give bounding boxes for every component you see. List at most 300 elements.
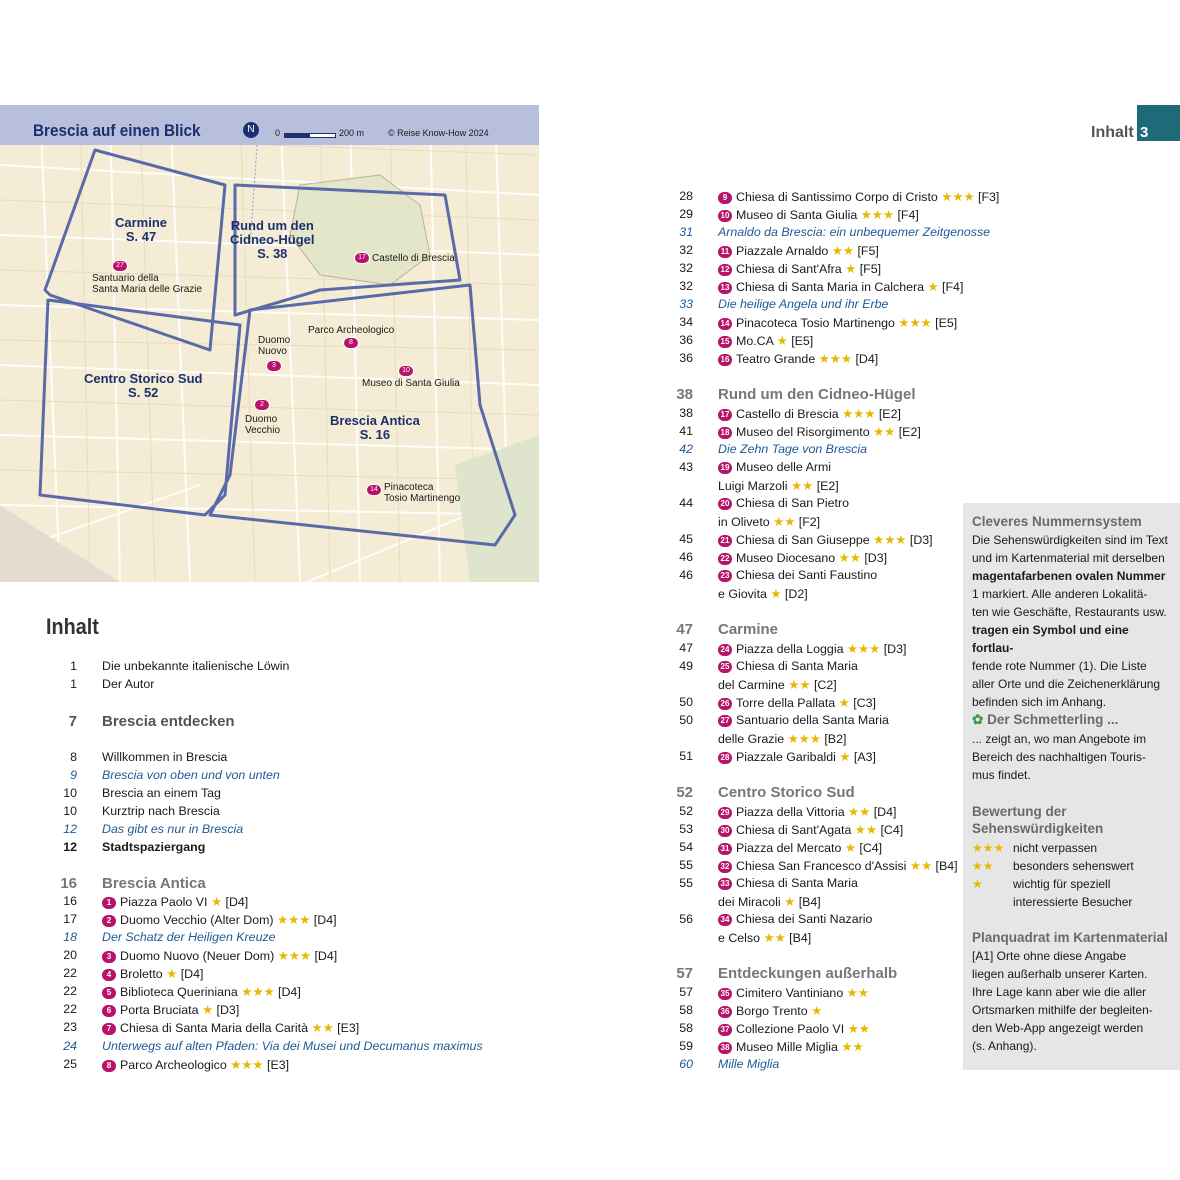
map-title: Brescia auf einen Blick <box>33 121 201 140</box>
rating-stars: ★★★ <box>860 208 895 222</box>
toc-entry-text <box>718 621 778 638</box>
toc-page-number: 38 <box>679 406 693 420</box>
rating-stars: ★★★ <box>241 985 275 999</box>
area-label-cidneo: Rund um den Cidneo-Hügel S. 38 <box>230 218 315 261</box>
sight-number-badge: 25 <box>718 661 732 673</box>
entry-title: in Oliveto <box>718 515 770 529</box>
toc-page-number: 45 <box>679 532 693 546</box>
toc-page-number: 44 <box>679 496 693 510</box>
entry-title: Luigi Marzoli <box>718 479 788 493</box>
sight-number-badge: 12 <box>718 264 732 276</box>
toc-page-number: 46 <box>679 550 693 564</box>
entry-title: Piazza Paolo VI <box>120 895 208 909</box>
toc-page-number: 31 <box>679 225 693 239</box>
entry-title: Castello di Brescia <box>736 407 839 421</box>
toc-page-number: 43 <box>679 460 693 474</box>
sight-number-badge: 10 <box>718 210 732 222</box>
entry-title: Chiesa di Santissimo Corpo di Cristo <box>736 190 938 204</box>
sight-number-badge: 34 <box>718 914 732 926</box>
entry-title: Duomo Vecchio (Alter Dom) <box>120 913 274 927</box>
area-label-centro: Centro Storico Sud S. 52 <box>84 371 203 400</box>
info-text: [A1] Orte ohne diese Angabe liegen außerhalb unserer Karten. Ihre Lage kann aber wie die aller Ortsmarken mithilfe der begleiten- den Web-App angezeigt werden (s. Anhang). <box>972 949 1153 1053</box>
toc-page-number: 23 <box>63 1020 77 1034</box>
entry-title: Biblioteca Queriniana <box>120 985 238 999</box>
toc-entry-text <box>102 840 205 854</box>
sight-number-badge: 20 <box>718 498 732 510</box>
grid-reference: [B4] <box>935 859 958 873</box>
toc-entry-text <box>718 550 887 565</box>
grid-reference: [D4] <box>180 967 204 981</box>
entry-title: Piazzale Arnaldo <box>736 244 829 258</box>
toc-entry-text <box>718 297 888 311</box>
info-heading: Planquadrat im Kartenmaterial <box>972 930 1168 945</box>
grid-reference: [D4] <box>225 895 249 909</box>
rating-legend: ★★★ nicht verpassen ★★ besonders sehenswert ★ wichtig für speziell interessierte Besucher <box>972 841 1134 909</box>
sight-number-badge: 13 <box>718 282 732 294</box>
toc-page-number: 9 <box>70 768 77 782</box>
sight-number-badge: 23 <box>718 570 732 582</box>
entry-title: Mo.CA <box>736 334 774 348</box>
toc-entry-text <box>718 876 858 890</box>
toc-page-number: 47 <box>676 621 693 638</box>
entry-title: Kurztrip nach Brescia <box>102 804 220 818</box>
toc-entry-text <box>718 1003 822 1018</box>
toc-entry-text <box>102 750 227 764</box>
toc-entry-text <box>102 930 276 944</box>
sight-number-badge: 33 <box>718 878 732 890</box>
entry-title: Der Autor <box>102 677 155 691</box>
entry-title: Rund um den Cidneo-Hügel <box>718 386 916 403</box>
sight-number-badge: 18 <box>718 427 732 439</box>
toc-page-number: 57 <box>679 985 693 999</box>
rating-stars: ★★★ <box>787 732 821 746</box>
sight-number-badge: 9 <box>718 192 732 204</box>
toc-entry-text <box>718 912 872 926</box>
toc-entry-text <box>102 984 301 999</box>
rating-stars: ★★★ <box>818 352 852 366</box>
grid-reference: [B4] <box>789 931 812 945</box>
toc-page-number: 29 <box>679 207 693 221</box>
toc-entry-text <box>102 768 280 782</box>
sight-number-badge: 11 <box>718 246 732 258</box>
toc-entry-text <box>718 225 990 239</box>
toc-entry-text <box>718 1057 779 1071</box>
info-text: Die Sehenswürdigkeiten sind im Text und im Kartenmaterial mit derselben magentafarbenen ovalen Nummer 1 markiert. Alle anderen Lokalitä- ten wie Geschäfte, Restaurants usw. tragen ein Symbol und eine fortlau- fende rote Nummer (1). Die Liste aller Orte und die Zeichenerklärung befinden sich im Anhang. <box>972 533 1168 709</box>
toc-entry-text <box>718 442 867 456</box>
toc-page-number: 55 <box>679 858 693 872</box>
sight-number-badge: 22 <box>718 553 732 565</box>
entry-title: Brescia Antica <box>102 875 206 892</box>
sight-number-badge: 4 <box>102 969 116 981</box>
rating-stars: ★★ <box>846 986 869 1000</box>
entry-title: Museo di Santa Giulia <box>736 208 858 222</box>
grid-reference: [F5] <box>857 244 879 258</box>
butterfly-icon: ✿ <box>972 712 984 727</box>
toc-page-number: 32 <box>679 279 693 293</box>
sight-number-badge: 2 <box>102 915 116 927</box>
toc-page-number: 8 <box>70 750 77 764</box>
sight-number-badge: 31 <box>718 843 732 855</box>
toc-page-number: 49 <box>679 659 693 673</box>
toc-entry-text <box>718 840 882 855</box>
grid-reference: [B4] <box>798 895 821 909</box>
rating-stars: ★ <box>839 750 851 764</box>
grid-reference: [E3] <box>337 1021 360 1035</box>
entry-title: Teatro Grande <box>736 352 816 366</box>
toc-page-number: 57 <box>676 965 693 982</box>
rating-stars: ★★ <box>873 425 896 439</box>
entry-title: Der Schatz der Heiligen Kreuze <box>102 930 276 944</box>
entry-title: Chiesa di Santa Maria della Carità <box>120 1021 309 1035</box>
sight-number-badge: 7 <box>102 1023 116 1035</box>
entry-title: Porta Bruciata <box>120 1003 199 1017</box>
entry-title: Parco Archeologico <box>120 1058 227 1072</box>
sight-number-badge: 19 <box>718 462 732 474</box>
toc-entry-text <box>718 784 855 801</box>
toc-entry-text <box>718 568 877 582</box>
poi-marker[interactable]: 10 <box>398 365 414 377</box>
rating-stars: ★★★ <box>230 1058 264 1072</box>
poi-marker[interactable]: 17 <box>354 252 370 264</box>
toc-entry-text <box>102 875 206 892</box>
grid-reference: [A3] <box>853 750 876 764</box>
toc-entry-text <box>718 641 906 656</box>
toc-entry-text <box>718 749 876 764</box>
toc-entry-text <box>718 532 933 547</box>
toc-entry-text <box>718 858 958 873</box>
grid-reference: [D3] <box>216 1003 240 1017</box>
entry-title: Chiesa di Sant'Afra <box>736 262 842 276</box>
sight-number-badge: 29 <box>718 807 732 819</box>
grid-reference: [D4] <box>855 352 879 366</box>
grid-reference: [D2] <box>784 587 808 601</box>
toc-page-number: 54 <box>679 840 693 854</box>
poi-marker[interactable]: 8 <box>343 337 359 349</box>
entry-title: Chiesa dei Santi Faustino <box>736 568 878 582</box>
grid-reference: [C2] <box>813 678 837 692</box>
sight-number-badge: 8 <box>102 1060 116 1072</box>
toc-page-number: 22 <box>63 1002 77 1016</box>
toc-entry-text <box>718 386 915 403</box>
grid-reference: [E5] <box>791 334 814 348</box>
rating-stars: ★ <box>776 334 788 348</box>
info-heading: Bewertung der Sehenswürdigkeiten <box>972 804 1104 836</box>
entry-title: Brescia an einem Tag <box>102 786 221 800</box>
rating-stars: ★ <box>845 262 857 276</box>
rating-stars: ★★★ <box>277 949 312 963</box>
rating-stars: ★★★ <box>846 642 881 656</box>
sight-number-badge: 6 <box>102 1005 116 1017</box>
entry-title: Carmine <box>718 621 779 638</box>
entry-title: Willkommen in Brescia <box>102 750 228 764</box>
sight-number-badge: 16 <box>718 354 732 366</box>
running-header: Inhalt <box>1091 124 1134 141</box>
toc-page-number: 16 <box>63 894 77 908</box>
entry-title: Santuario della Santa Maria <box>736 713 889 727</box>
toc-entry-text <box>102 804 220 818</box>
toc-page-number: 36 <box>679 351 693 365</box>
toc-entry-text <box>718 965 897 982</box>
entry-title: Mille Miglia <box>718 1057 780 1071</box>
toc-page-number: 50 <box>679 713 693 727</box>
rating-stars: ★★ <box>791 479 814 493</box>
entry-title: Entdeckungen außerhalb <box>718 965 898 982</box>
scale-label: 200 m <box>339 128 365 138</box>
rating-stars: ★★ <box>311 1021 334 1035</box>
rating-stars: ★★★ <box>898 316 932 330</box>
rating-stars: ★ <box>166 967 178 981</box>
north-arrow-icon: N <box>243 122 259 138</box>
rating-stars: ★ <box>838 696 850 710</box>
entry-title: Chiesa San Francesco d'Assisi <box>736 859 907 873</box>
toc-entry-text <box>718 514 820 529</box>
toc-entry-text <box>102 1002 239 1017</box>
rating-stars: ★★ <box>848 805 871 819</box>
toc-entry-text <box>718 804 896 819</box>
sight-number-badge: 35 <box>718 988 732 1000</box>
entry-title: Die unbekannte italienische Löwin <box>102 659 290 673</box>
entry-title: Die heilige Angela und ihr Erbe <box>718 297 889 311</box>
toc-page-number: 32 <box>679 261 693 275</box>
toc-entry-text <box>718 406 901 421</box>
entry-title: Chiesa di San Giuseppe <box>736 533 870 547</box>
grid-reference: [B2] <box>824 732 847 746</box>
entry-title: Die Zehn Tage von Brescia <box>718 442 868 456</box>
entry-title: Chiesa di Santa Maria in Calchera <box>736 280 925 294</box>
poi-marker[interactable]: 2 <box>254 399 270 411</box>
toc-page-number: 38 <box>676 386 693 403</box>
toc-page-number: 51 <box>679 749 693 763</box>
rating-stars: ★★★ <box>873 533 907 547</box>
toc-entry-text <box>718 695 876 710</box>
toc-entry-text <box>718 731 846 746</box>
grid-reference: [D3] <box>864 551 888 565</box>
entry-title: Duomo Nuovo (Neuer Dom) <box>120 949 275 963</box>
rating-stars: ★ <box>927 280 939 294</box>
toc-page-number: 10 <box>63 804 77 818</box>
entry-title: e Celso <box>718 931 761 945</box>
entry-title: Cimitero Vantiniano <box>736 986 844 1000</box>
sight-number-badge: 5 <box>102 987 116 999</box>
area-label-antica: Brescia Antica S. 16 <box>330 413 420 442</box>
poi-label: Museo di Santa Giulia <box>362 378 460 389</box>
entry-title: del Carmine <box>718 678 785 692</box>
toc-entry-text <box>718 261 881 276</box>
poi-marker[interactable]: 3 <box>266 360 282 372</box>
toc-page-number: 28 <box>679 189 693 203</box>
toc-page-number: 22 <box>63 966 77 980</box>
rating-stars: ★★ <box>831 244 854 258</box>
toc-entry-text <box>718 478 839 493</box>
toc-entry-text <box>102 1020 359 1035</box>
entry-title: Museo Mille Miglia <box>736 1040 838 1054</box>
toc-entry-text <box>718 189 999 204</box>
toc-page-number: 18 <box>63 930 77 944</box>
toc-entry-text <box>102 1039 483 1053</box>
toc-page-number: 41 <box>679 424 693 438</box>
toc-page-number: 7 <box>68 713 77 730</box>
poi-label: Pinacoteca Tosio Martinengo <box>384 482 461 504</box>
toc-page-number: 36 <box>679 333 693 347</box>
toc-page-number: 56 <box>679 912 693 926</box>
rating-stars: ★ <box>210 895 223 909</box>
toc-page-number: 52 <box>676 784 693 801</box>
toc-page-number: 16 <box>60 875 77 892</box>
info-heading: Cleveres Nummernsystem <box>972 514 1142 529</box>
grid-reference: [E2] <box>878 407 901 421</box>
sight-number-badge: 28 <box>718 752 732 764</box>
toc-page-number: 58 <box>679 1003 693 1017</box>
toc-page-number: 60 <box>679 1057 693 1071</box>
toc-page-number: 55 <box>679 876 693 890</box>
toc-page-number: 34 <box>679 315 693 329</box>
toc-entry-text <box>718 677 837 692</box>
rating-stars: ★★ <box>773 515 796 529</box>
toc-page-number: 42 <box>679 442 693 456</box>
entry-title: Museo del Risorgimento <box>736 425 870 439</box>
grid-reference: [C4] <box>859 841 883 855</box>
grid-reference: [F4] <box>942 280 964 294</box>
poi-label: Santuario della Santa Maria delle Grazie <box>92 273 203 295</box>
toc-entry-text <box>718 243 879 258</box>
sight-number-badge: 32 <box>718 861 732 873</box>
entry-title: Centro Storico Sud <box>718 784 855 801</box>
toc-page-number: 47 <box>679 641 693 655</box>
toc-entry-text <box>718 496 849 510</box>
toc-entry-text <box>718 351 878 366</box>
map-copyright: © Reise Know-How 2024 <box>388 128 489 138</box>
entry-title: Chiesa di Santa Maria <box>736 876 858 890</box>
toc-entry-text <box>102 894 248 909</box>
info-text: ... zeigt an, wo man Angebote im Bereich des nachhaltigen Touris- mus findet. <box>972 732 1147 782</box>
entry-title: Piazza del Mercato <box>736 841 842 855</box>
entry-title: Das gibt es nur in Brescia <box>102 822 244 836</box>
toc-entry-text <box>718 424 921 439</box>
toc-page-number: 24 <box>63 1039 77 1053</box>
sight-number-badge: 37 <box>718 1024 732 1036</box>
grid-reference: [D4] <box>313 913 337 927</box>
grid-reference: [F5] <box>859 262 882 276</box>
toc-entry-text <box>102 659 289 673</box>
rating-stars: ★ <box>201 1003 214 1017</box>
toc-entry-text <box>718 315 957 330</box>
sight-number-badge: 14 <box>718 318 732 330</box>
poi-label: Duomo Vecchio <box>245 414 281 436</box>
entry-title: dei Miracoli <box>718 895 781 909</box>
sight-number-badge: 36 <box>718 1006 732 1018</box>
entry-title: Brescia entdecken <box>102 713 235 730</box>
toc-entry-text <box>718 586 808 601</box>
rating-stars: ★★ <box>841 1040 864 1054</box>
entry-title: Chiesa di Sant'Agata <box>736 823 852 837</box>
toc-page-number: 59 <box>679 1039 693 1053</box>
toc-page-number: 53 <box>679 822 693 836</box>
entry-title: Museo delle Armi <box>736 460 832 474</box>
entry-title: e Giovita <box>718 587 767 601</box>
toc-entry-text <box>102 966 203 981</box>
poi-marker[interactable]: 14 <box>366 484 382 496</box>
toc-entry-text <box>718 333 813 348</box>
toc-entry-text <box>718 822 903 837</box>
grid-reference: [E5] <box>935 316 958 330</box>
entry-title: Chiesa dei Santi Nazario <box>736 912 873 926</box>
poi-label: Duomo Nuovo <box>258 335 291 357</box>
grid-reference: [E3] <box>267 1058 290 1072</box>
toc-page-number: 52 <box>679 804 693 818</box>
toc-entry-text <box>102 948 337 963</box>
poi-label: Parco Archeologico <box>308 325 395 336</box>
grid-reference: [D4] <box>873 805 897 819</box>
rating-stars: ★★★ <box>842 407 876 421</box>
toc-page-number: 20 <box>63 948 77 962</box>
toc-entry-text <box>718 207 919 222</box>
toc-entry-text <box>718 659 858 673</box>
info-heading: ✿ Der Schmetterling ... <box>972 712 1119 727</box>
entry-title: Unterwegs auf alten Pfaden: Via dei Musei und Decumanus maximus <box>102 1039 483 1053</box>
toc-entry-text <box>718 985 869 1000</box>
toc-page-number: 12 <box>63 840 77 854</box>
rating-stars: ★★ <box>838 551 861 565</box>
grid-reference: [E2] <box>816 479 839 493</box>
rating-stars: ★★ <box>854 823 878 837</box>
toc-entry-text <box>102 786 221 800</box>
toc-page-number: 1 <box>70 659 77 673</box>
area-label-carmine: Carmine S. 47 <box>115 215 168 244</box>
sight-number-badge: 30 <box>718 825 732 837</box>
toc-entry-text <box>718 1039 864 1054</box>
scale-zero: 0 <box>275 128 281 138</box>
grid-reference: [F3] <box>978 190 1000 204</box>
grid-reference: [F2] <box>798 515 821 529</box>
rating-stars: ★★ <box>847 1022 870 1036</box>
rating-stars: ★★ <box>788 678 811 692</box>
rating-stars: ★★★ <box>941 190 975 204</box>
toc-entry-text <box>718 460 831 474</box>
entry-title: Stadtspaziergang <box>102 840 206 854</box>
grid-reference: [D4] <box>314 949 338 963</box>
rating-stars: ★★ <box>763 931 786 945</box>
entry-title: Brescia von oben und von unten <box>102 768 280 782</box>
toc-page-number: 46 <box>679 568 693 582</box>
sight-number-badge: 27 <box>718 715 732 727</box>
toc-page-number: 22 <box>63 984 77 998</box>
rating-stars: ★ <box>811 1004 823 1018</box>
entry-title: Piazza della Vittoria <box>736 805 845 819</box>
entry-title: Museo Diocesano <box>736 551 836 565</box>
scale-bar <box>284 133 336 138</box>
entry-title: delle Grazie <box>718 732 785 746</box>
rating-stars: ★★★ <box>277 913 311 927</box>
toc-entry-text <box>718 713 889 727</box>
poi-label: Castello di Brescia <box>372 253 455 264</box>
entry-title: Collezione Paolo VI <box>736 1022 845 1036</box>
grid-reference: [F4] <box>897 208 919 222</box>
toc-page-number: 58 <box>679 1021 693 1035</box>
sight-number-badge: 21 <box>718 535 732 547</box>
grid-reference: [E2] <box>898 425 921 439</box>
entry-title: Borgo Trento <box>736 1004 808 1018</box>
toc-entry-text <box>102 677 154 691</box>
grid-reference: [C3] <box>853 696 876 710</box>
grid-reference: [C4] <box>880 823 904 837</box>
rating-stars: ★ <box>770 587 782 601</box>
toc-entry-text <box>718 279 963 294</box>
entry-title: Torre della Pallata <box>736 696 836 710</box>
poi-marker[interactable]: 27 <box>112 260 128 272</box>
toc-entry-text <box>718 1021 870 1036</box>
sight-number-badge: 26 <box>718 698 732 710</box>
toc-page-number: 25 <box>63 1057 77 1071</box>
